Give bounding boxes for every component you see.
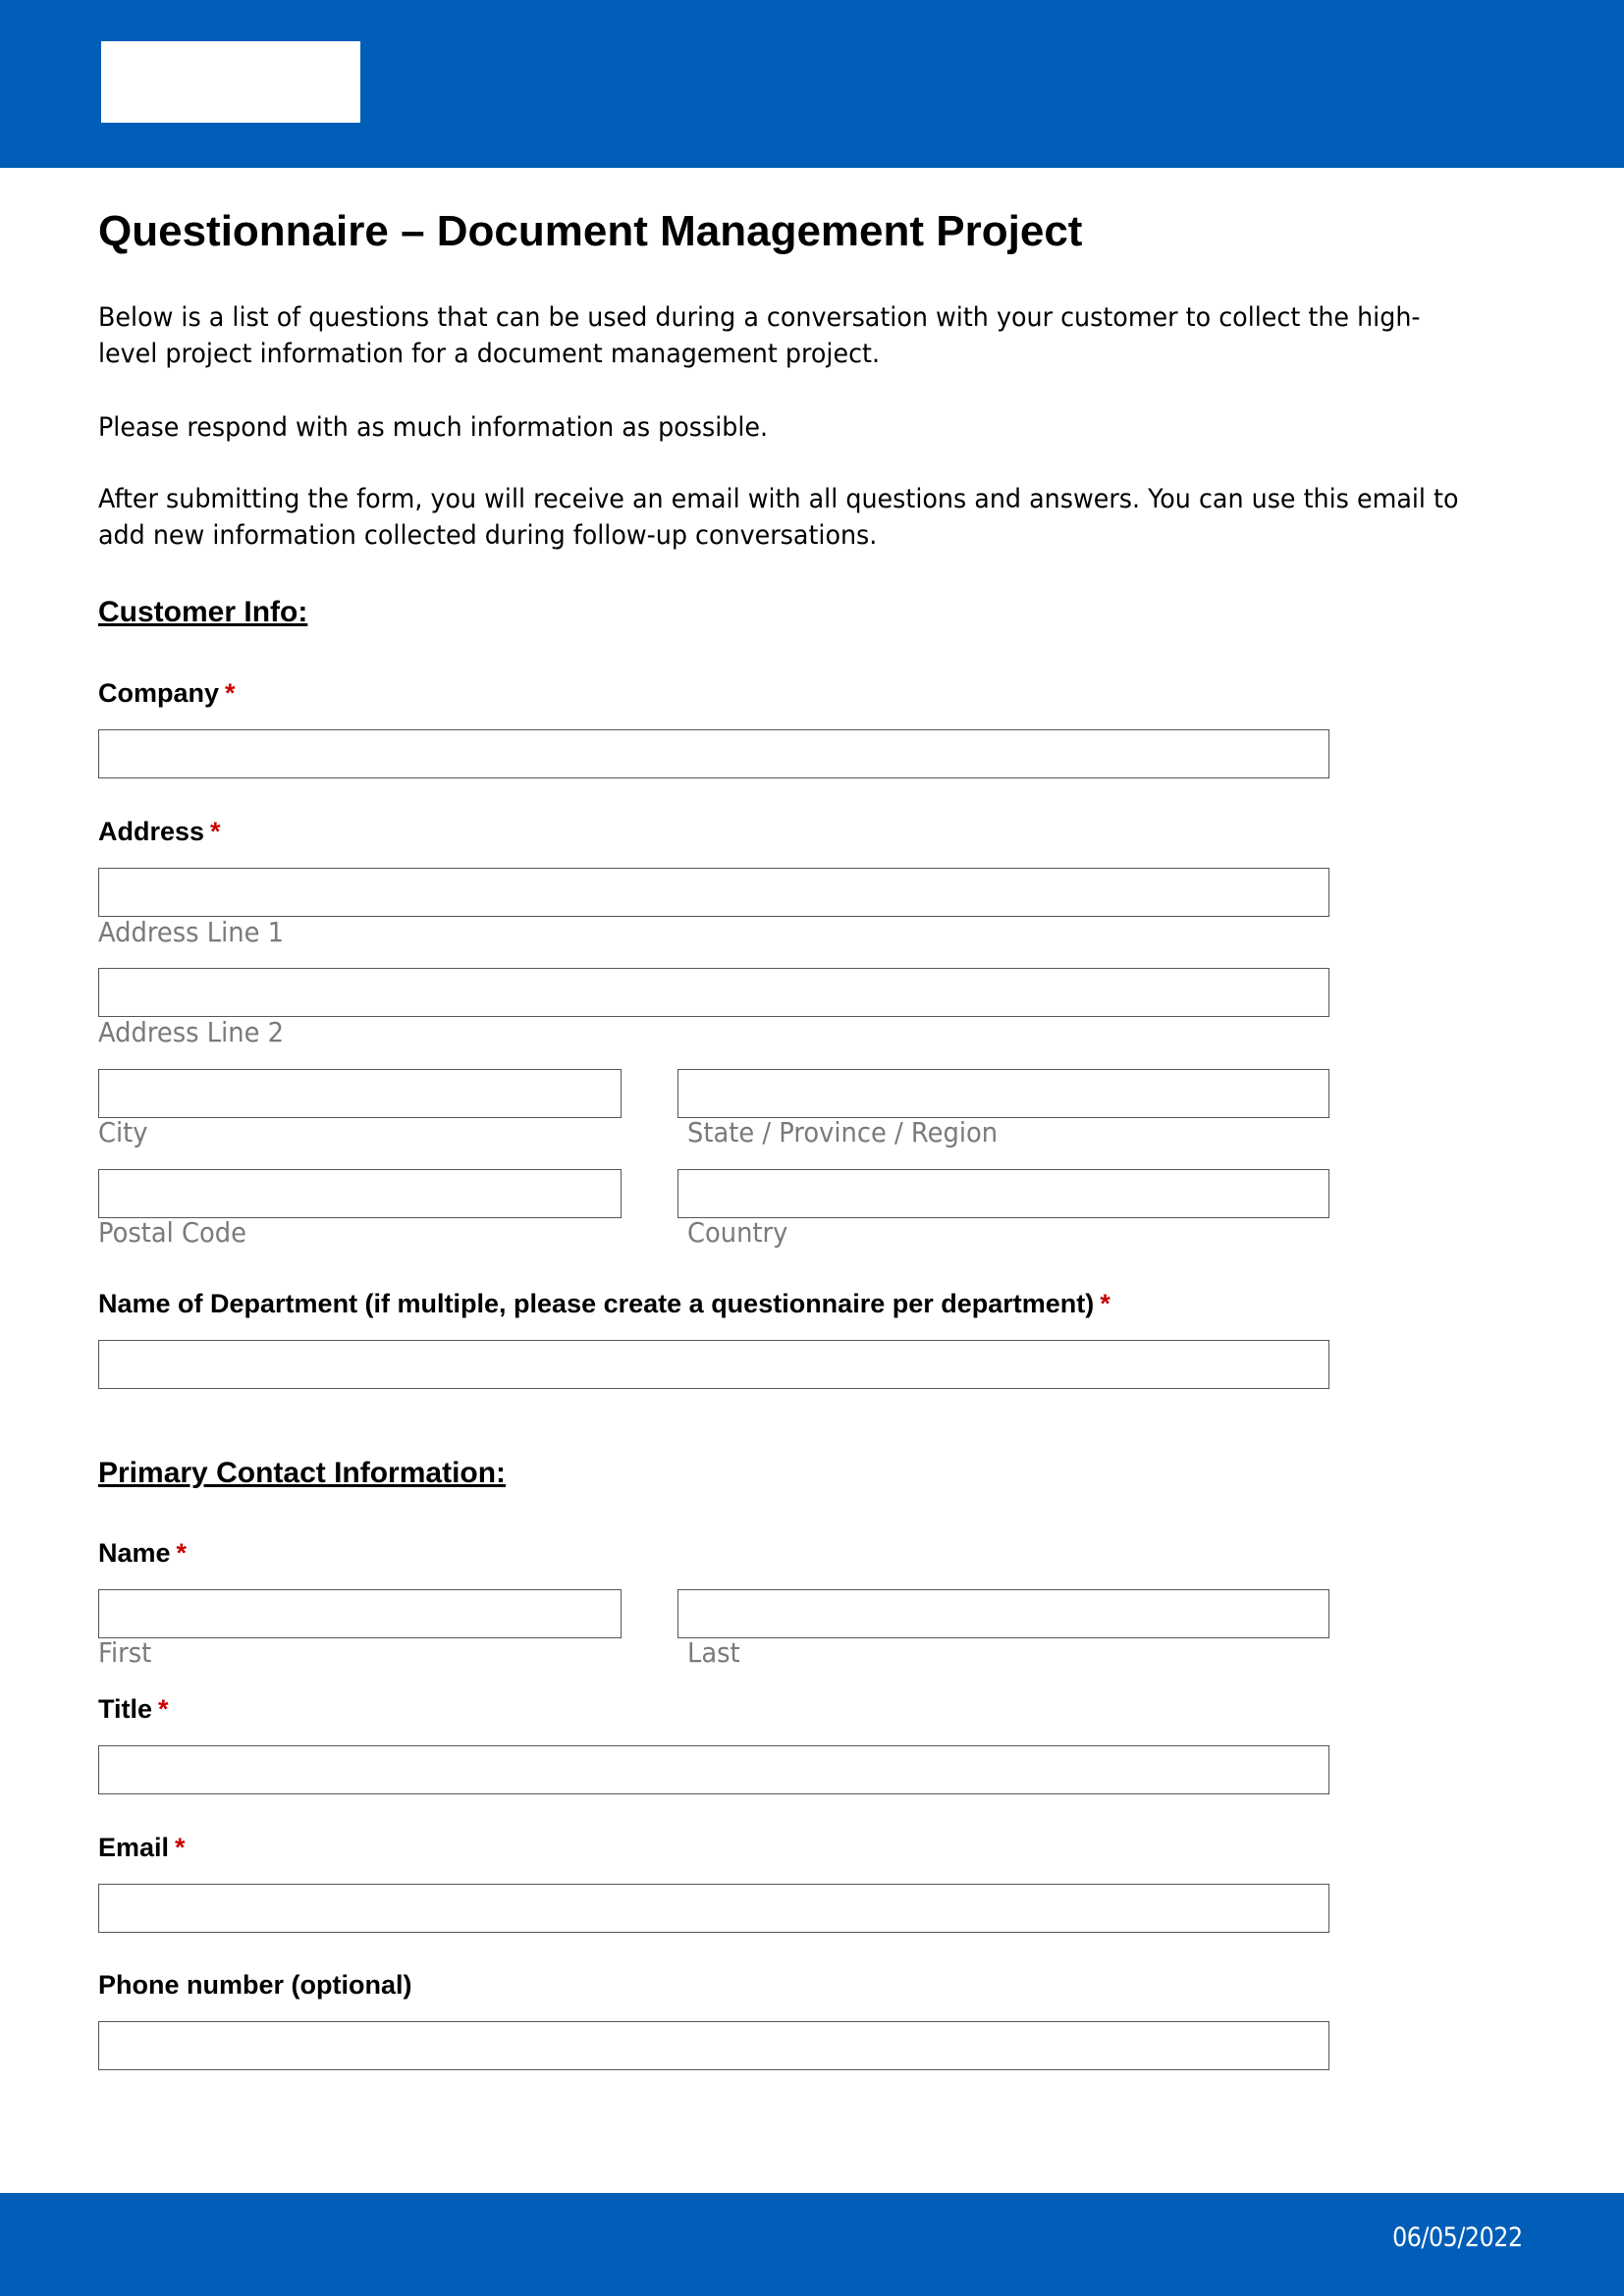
first-name-input[interactable] <box>98 1589 622 1638</box>
state-sublabel: State / Province / Region <box>687 1116 999 1148</box>
address-line1-input[interactable] <box>98 868 1329 917</box>
country-sublabel: Country <box>687 1216 788 1249</box>
address-line2-sublabel: Address Line 2 <box>98 1016 285 1048</box>
address-label-text: Address <box>98 817 205 846</box>
footer-date: 06/05/2022 <box>1392 2222 1523 2253</box>
email-label-text: Email <box>98 1833 170 1862</box>
address-label <box>98 814 221 849</box>
intro-paragraph-3: After submitting the form, you will receive an email with all questions and answers. You can use this email to add new information collected during follow-up conversations. <box>98 484 1459 551</box>
company-label-text: Company <box>98 678 220 708</box>
city-input[interactable] <box>98 1069 622 1118</box>
title-input[interactable] <box>98 1745 1329 1794</box>
address-line2-input[interactable] <box>98 968 1329 1017</box>
country-input[interactable] <box>677 1169 1329 1218</box>
company-input[interactable] <box>98 729 1329 778</box>
required-marker: * <box>1100 1289 1110 1318</box>
phone-label: Phone number (optional) <box>98 1970 412 2000</box>
title-label <box>98 1691 169 1727</box>
logo-placeholder <box>101 41 360 123</box>
footer-bar <box>0 2193 1624 2296</box>
required-marker: * <box>158 1694 169 1724</box>
email-label <box>98 1830 186 1865</box>
name-label-text: Name <box>98 1538 171 1568</box>
company-label <box>98 675 236 711</box>
section-heading-primary-contact: Primary Contact Information: <box>98 1457 507 1489</box>
address-line1-sublabel: Address Line 1 <box>98 916 285 948</box>
postal-code-sublabel: Postal Code <box>98 1216 246 1249</box>
title-label-text: Title <box>98 1694 153 1724</box>
postal-code-input[interactable] <box>98 1169 622 1218</box>
last-name-sublabel: Last <box>687 1636 740 1669</box>
header-bar <box>0 0 1624 168</box>
page-title: Questionnaire – Document Management Project <box>98 207 1083 255</box>
required-marker: * <box>175 1833 186 1862</box>
department-label <box>98 1286 1110 1321</box>
intro-paragraph-2: Please respond with as much information as possible. <box>98 412 769 443</box>
department-label-text: Name of Department (if multiple, please create a questionnaire per department) <box>98 1289 1095 1318</box>
state-input[interactable] <box>677 1069 1329 1118</box>
last-name-input[interactable] <box>677 1589 1329 1638</box>
name-label <box>98 1535 187 1571</box>
required-marker: * <box>176 1538 188 1568</box>
department-input[interactable] <box>98 1340 1329 1389</box>
first-name-sublabel: First <box>98 1636 152 1669</box>
city-sublabel: City <box>98 1116 148 1148</box>
required-marker: * <box>210 817 221 846</box>
email-input[interactable] <box>98 1884 1329 1933</box>
phone-input[interactable] <box>98 2021 1329 2070</box>
required-marker: * <box>225 678 236 708</box>
section-heading-customer-info: Customer Info: <box>98 596 308 628</box>
intro-paragraph-1: Below is a list of questions that can be used during a conversation with your customer to collect the high-level project information for a document management project. <box>98 302 1421 369</box>
